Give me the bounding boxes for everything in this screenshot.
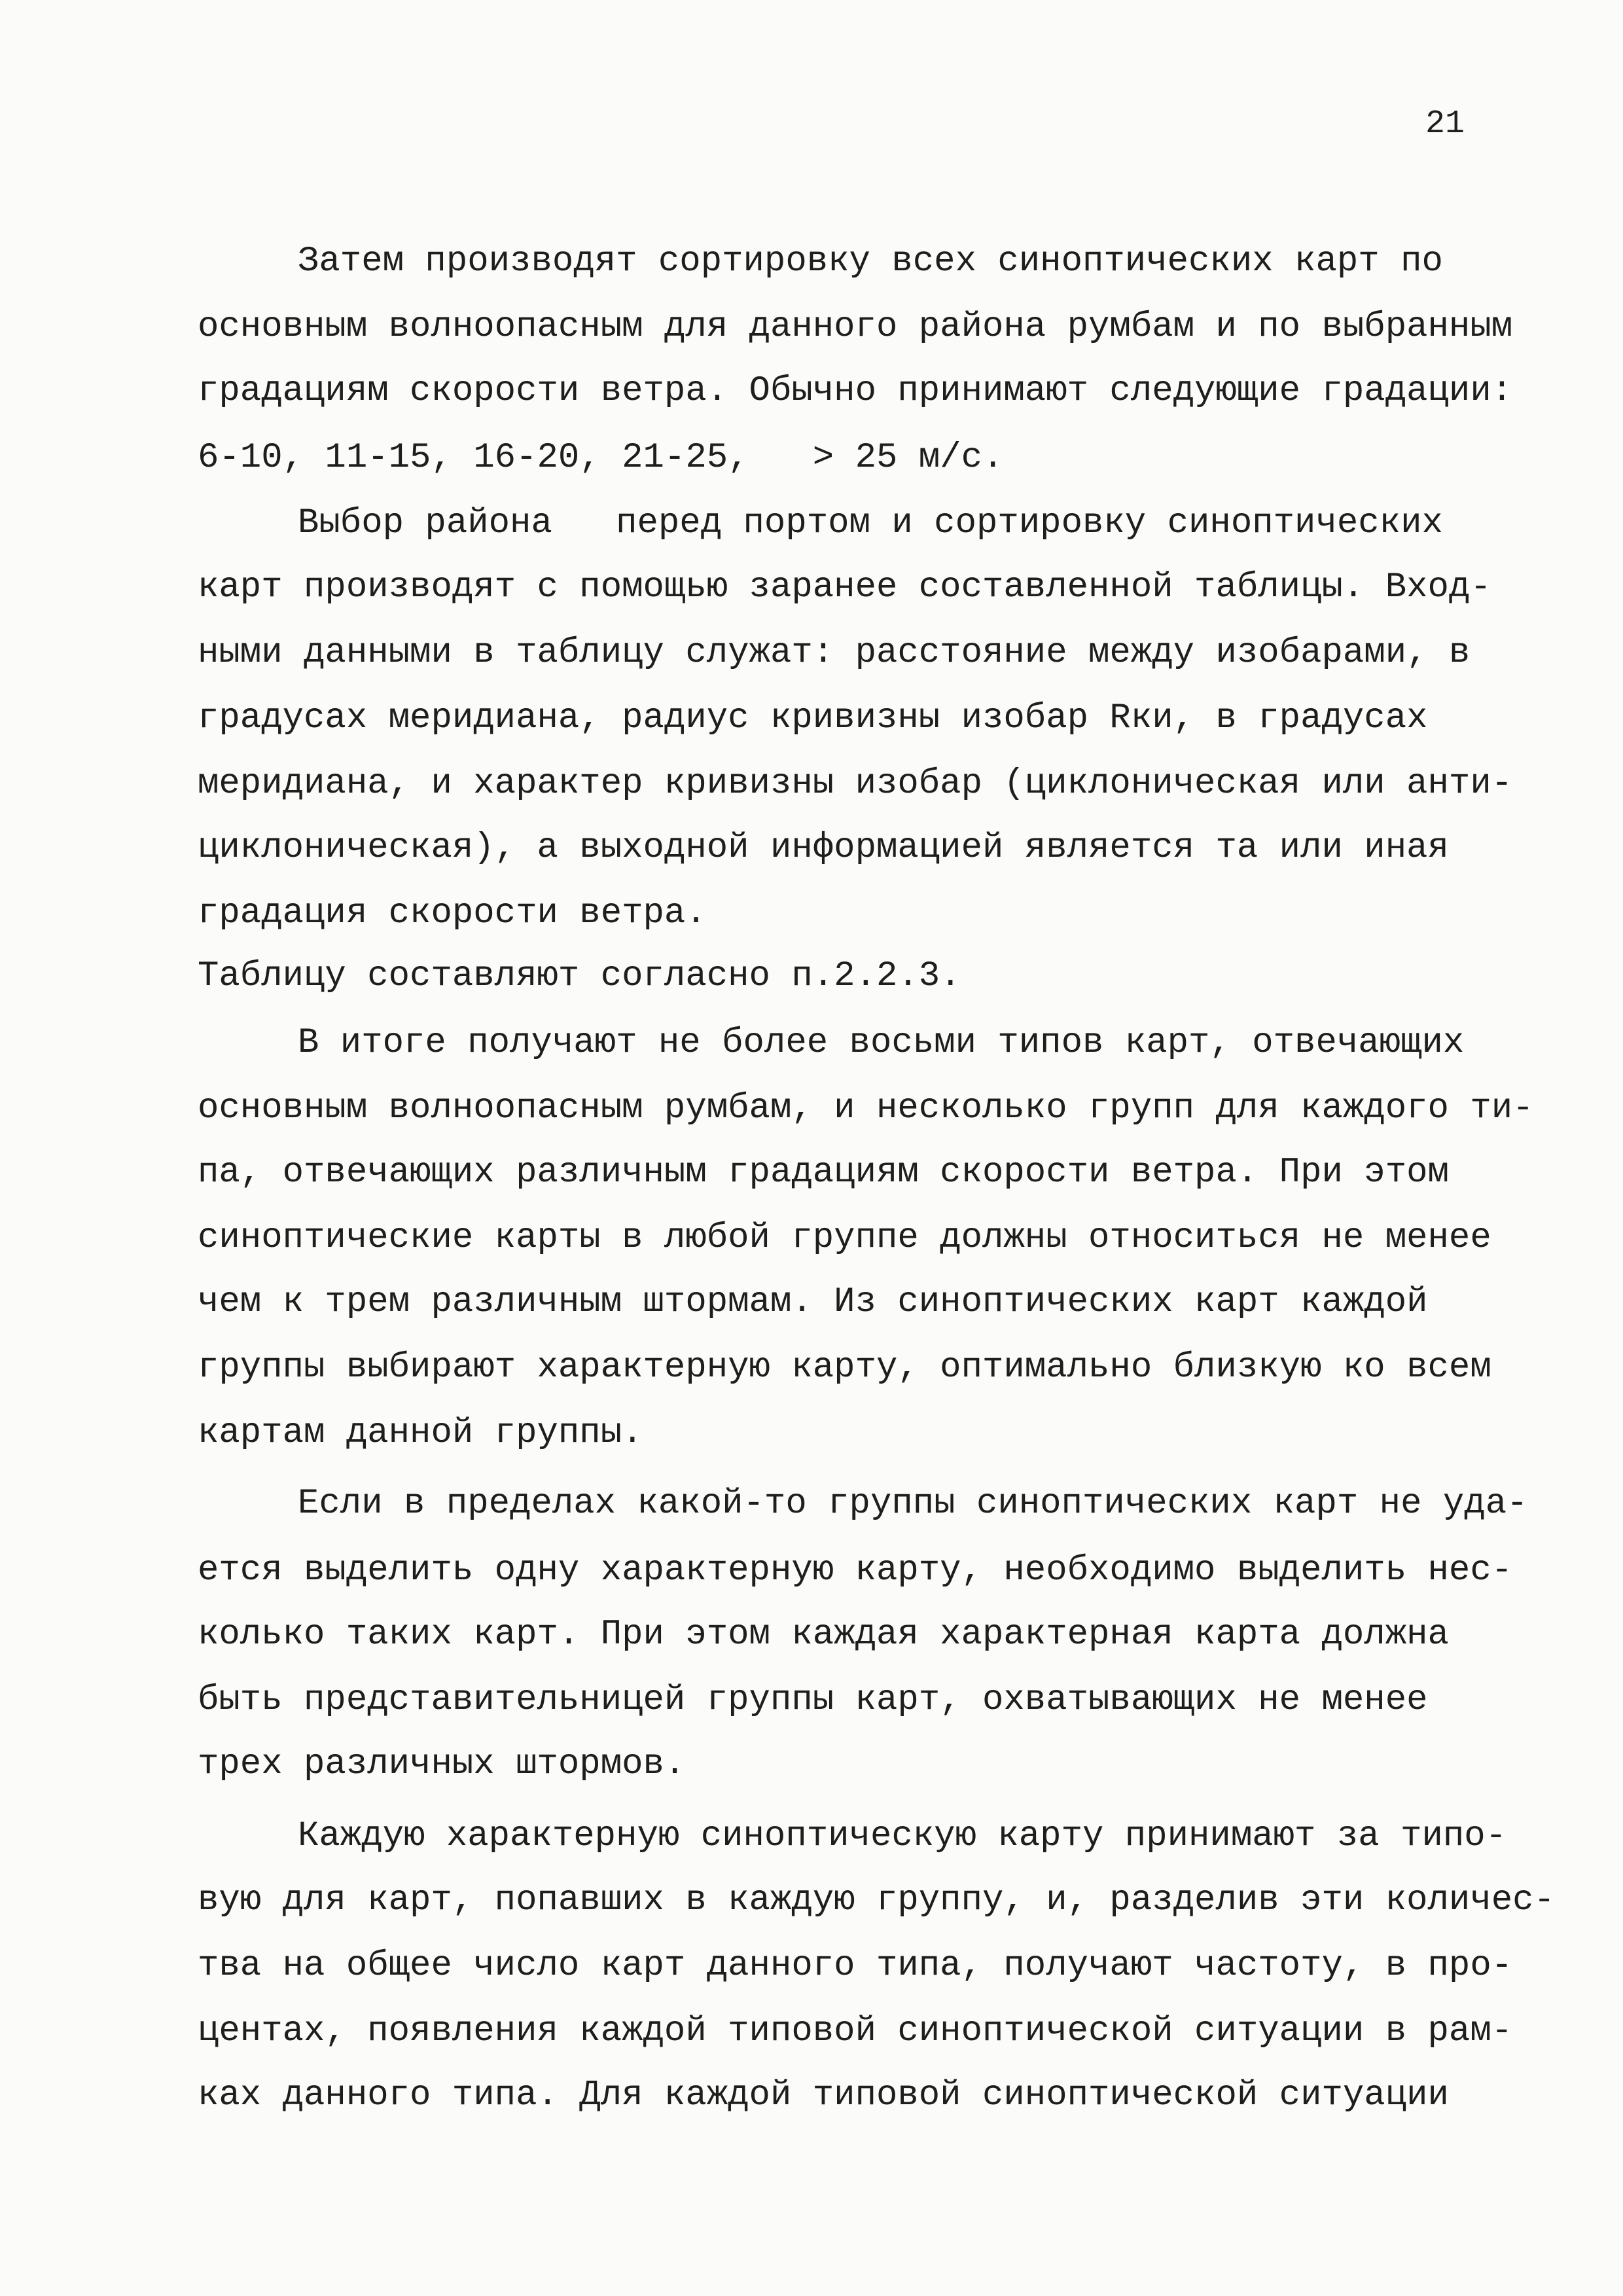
text-line: трех различных штормов.: [198, 1744, 686, 1784]
text-line: основным волноопасным румбам, и несколько групп для каждого ти-: [198, 1088, 1534, 1128]
text-line: В итоге получают не более восьми типов карт, отвечающих: [298, 1023, 1465, 1063]
text-line: чем к трем различным штормам. Из синоптических карт каждой: [198, 1282, 1428, 1322]
text-line: быть представительницей группы карт, охватывающих не менее: [198, 1680, 1428, 1720]
text-line: Таблицу составляют согласно п.2.2.3.: [198, 956, 961, 996]
text-line: циклоническая), а выходной информацией является та или иная: [198, 828, 1449, 868]
text-line: градациям скорости ветра. Обычно принимают следующие градации:: [198, 371, 1513, 411]
text-line: картам данной группы.: [198, 1413, 643, 1453]
text-line: основным волноопасным для данного района румбам и по выбранным: [198, 307, 1513, 347]
text-line: меридиана, и характер кривизны изобар (циклоническая или анти-: [198, 764, 1513, 804]
text-line: Затем производят сортировку всех синоптических карт по: [298, 242, 1443, 281]
text-line: синоптические карты в любой группе должны относиться не менее: [198, 1218, 1491, 1258]
text-line: градусах меридиана, радиус кривизны изобар Rки, в градусах: [198, 698, 1428, 738]
text-line: тва на общее число карт данного типа, получают частоту, в про-: [198, 1946, 1513, 1986]
text-line: Каждую характерную синоптическую карту принимают за типо-: [298, 1816, 1507, 1856]
text-line: центах, появления каждой типовой синоптической ситуации в рам-: [198, 2011, 1513, 2051]
text-line: ется выделить одну характерную карту, необходимо выделить нес-: [198, 1551, 1513, 1590]
text-line: Если в пределах какой-то группы синоптических карт не уда-: [298, 1484, 1528, 1524]
text-line: градация скорости ветра.: [198, 893, 707, 933]
page-number: 21: [1425, 105, 1465, 143]
text-line: колько таких карт. При этом каждая характерная карта должна: [198, 1615, 1449, 1655]
text-line: ными данными в таблицу служат: расстояние между изобарами, в: [198, 633, 1471, 673]
text-line: ках данного типа. Для каждой типовой синоптической ситуации: [198, 2075, 1449, 2115]
text-line: Выбор района перед портом и сортировку синоптических: [298, 503, 1443, 543]
text-line: вую для карт, попавших в каждую группу, и, разделив эти количес-: [198, 1880, 1555, 1920]
text-line: па, отвечающих различным градациям скорости ветра. При этом: [198, 1153, 1449, 1193]
text-line: карт производят с помощью заранее составленной таблицы. Вход-: [198, 567, 1491, 607]
text-line: группы выбирают характерную карту, оптимально близкую ко всем: [198, 1348, 1491, 1388]
text-line: 6-10, 11-15, 16-20, 21-25, > 25 м/с.: [198, 438, 1004, 478]
